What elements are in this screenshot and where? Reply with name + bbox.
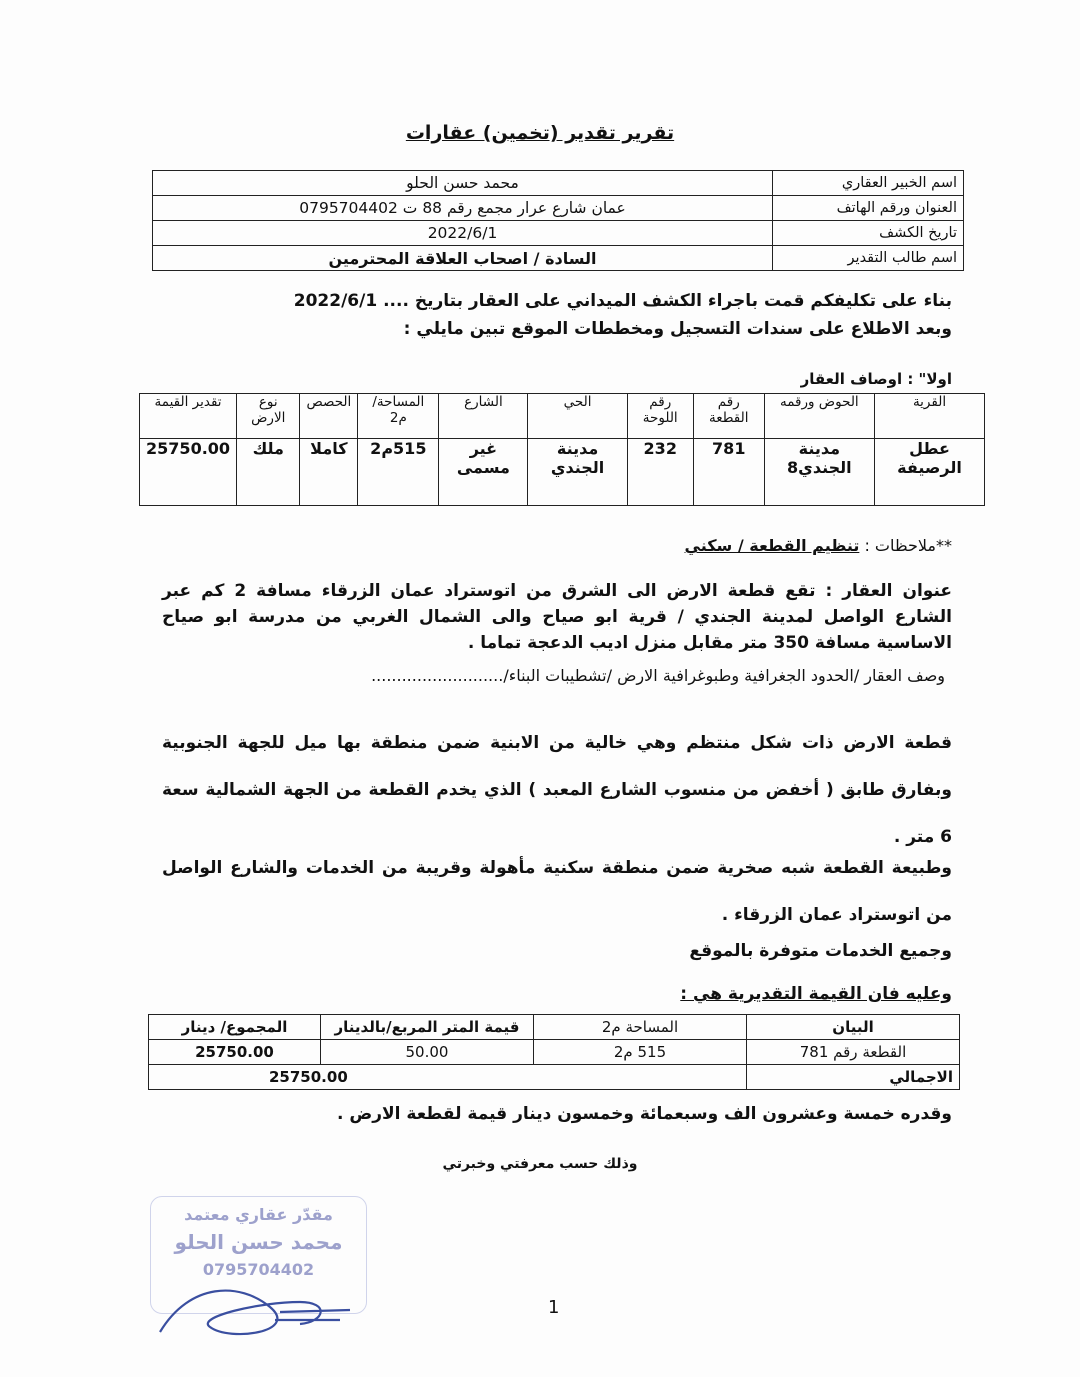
col-header: المساحة م2: [534, 1015, 747, 1040]
notes-value: تنظيم القطعة / سكني: [684, 536, 860, 555]
table-row: [149, 1040, 960, 1065]
col-header: رقم القطعة: [693, 394, 764, 439]
stamp-name: محمد حسن الحلو: [174, 1230, 343, 1254]
table-cell: غير مسمى: [439, 439, 528, 506]
col-header: الحصص: [300, 394, 358, 439]
col-header: تقدير القيمة: [140, 394, 237, 439]
table-cell: 25750.00: [140, 439, 237, 506]
table-header-row: [140, 394, 985, 439]
section-heading-first: اولا" : اوصاف العقار: [800, 370, 952, 388]
value-heading: وعليه فان القيمة التقديرية هي :: [680, 984, 952, 1004]
requester-label: اسم طالب التقدير: [773, 246, 964, 271]
table-cell: كاملا: [300, 439, 358, 506]
total-value: 25750.00: [149, 1065, 747, 1090]
table-cell: القطعة رقم 781: [747, 1040, 960, 1065]
col-header: قيمة المتر المربع/بالدينار: [321, 1015, 534, 1040]
table-row: [140, 439, 985, 506]
requester-value: السادة / اصحاب العلاقة المحترمين: [153, 246, 773, 271]
table-cell: 515م2: [358, 439, 439, 506]
table-cell: مدينة الجندي: [528, 439, 627, 506]
col-header: الحوض ورقمه: [764, 394, 874, 439]
expert-name-label: اسم الخبير العقاري: [773, 171, 964, 196]
stamp-title: مقدّر عقاري معتمد: [184, 1205, 333, 1224]
signature-mark: [150, 1262, 360, 1352]
table-cell: 50.00: [321, 1040, 534, 1065]
valuation-table: [148, 1014, 960, 1090]
amount-in-words: وقدره خمسة وعشرون الف وسبعمائة وخمسون دينار قيمة لقطعة الارض .: [336, 1104, 952, 1124]
col-header: القرية: [875, 394, 985, 439]
col-header: رقم اللوحة: [627, 394, 693, 439]
table-row: [153, 221, 964, 246]
table-cell: عطل الرصيفة: [875, 439, 985, 506]
col-header: المجموع/ دينار: [149, 1015, 321, 1040]
table-cell: ملك: [237, 439, 300, 506]
expert-info-table: [152, 170, 964, 271]
stamp-phone: 0795704402: [202, 1260, 315, 1279]
table-cell: مدينة الجندي8: [764, 439, 874, 506]
col-header: الحي: [528, 394, 627, 439]
description-paragraph-2: وطبيعة القطعة شبه صخرية ضمن منطقة سكنية مأهولة وقريبة من الخدمات والشارع الواصل من اتوستراد عمان الزرقاء .: [162, 858, 952, 925]
closing-statement: وذلك حسب معرفتي وخبرتي: [442, 1156, 638, 1172]
table-cell: 781: [693, 439, 764, 506]
col-header: نوع الارض: [237, 394, 300, 439]
table-row: [153, 171, 964, 196]
address-phone-value: عمان شارع عرار مجمع رقم 88 ت 0795704402: [153, 196, 773, 221]
description-paragraph-1: قطعة الارض ذات شكل منتظم وهي خالية من الابنية ضمن منطقة بها ميل للجهة الجنوبية وبفارق طابق ( أخفض من منسوب الشارع المعبد ) الذي يخدم القطعة من الجهة الشمالية سعة 6 متر .: [162, 733, 952, 847]
page-number: 1: [548, 1297, 560, 1318]
address-text: تقع قطعة الارض الى الشرق من اتوستراد عمان الزرقاء مسافة 2 كم عبر الشارع الواصل لمدينة الجندي / قرية ابو صياح والى الشمال الغربي من مدرسة ابو صياح الاساسية مسافة 350 متر مقابل منزل اديب الدعجة تماما .: [162, 581, 952, 653]
total-label: الاجمالي: [747, 1065, 960, 1090]
col-header: الشارع: [439, 394, 528, 439]
table-row: [153, 196, 964, 221]
table-cell: 25750.00: [149, 1040, 321, 1065]
table-cell: 232: [627, 439, 693, 506]
document-title: تقرير تقدير (تخمين) عقارات: [405, 122, 675, 144]
total-row: [149, 1065, 960, 1090]
inspection-date-value: 2022/6/1: [153, 221, 773, 246]
address-phone-label: العنوان ورقم الهاتف: [773, 196, 964, 221]
intro-line-2: وبعد الاطلاع على سندات التسجيل ومخططات الموقع تبين مايلي :: [403, 319, 952, 339]
notes-label: **ملاحظات :: [864, 536, 952, 555]
property-table: [139, 393, 985, 506]
intro-line-1: بناء على تكليفكم قمت باجراء الكشف الميداني على العقار بتاريخ .... 2022/6/1: [293, 291, 952, 311]
address-paragraph: [162, 578, 952, 656]
table-header-row: [149, 1015, 960, 1040]
notes-line: [685, 536, 952, 555]
description-paragraph-3: وجميع الخدمات متوفرة بالموقع: [689, 941, 952, 961]
table-row: [153, 246, 964, 271]
inspection-date-label: تاريخ الكشف: [773, 221, 964, 246]
expert-name-value: محمد حسن الحلو: [153, 171, 773, 196]
col-header: البيان: [747, 1015, 960, 1040]
address-label: عنوان العقار :: [825, 581, 952, 601]
table-cell: 515 م2: [534, 1040, 747, 1065]
description-heading: وصف العقار /الحدود الجغرافية وطبوغرافية الارض /تشطيبات البناء/..........................: [371, 666, 945, 685]
col-header: المساحة/ م2: [358, 394, 439, 439]
